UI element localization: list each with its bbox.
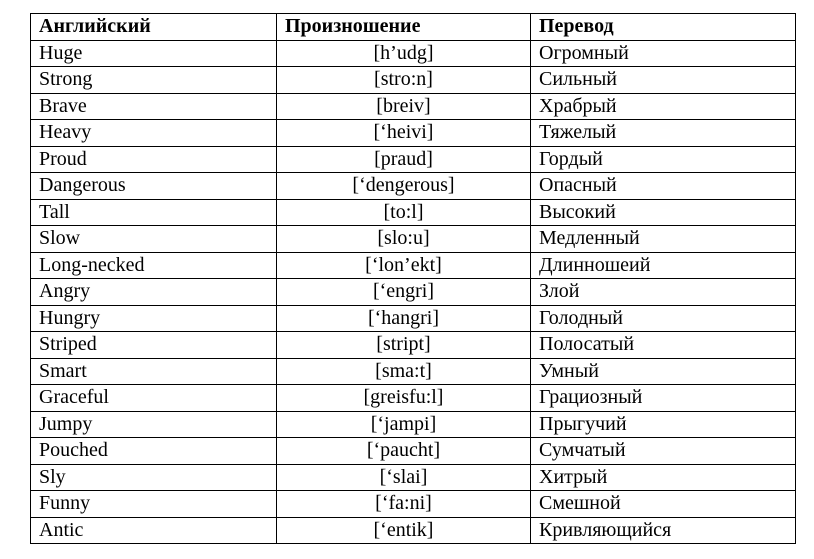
cell-english: Proud — [31, 146, 277, 173]
header-pronunciation: Произношение — [277, 14, 531, 41]
cell-english: Hungry — [31, 305, 277, 332]
cell-translation: Полосатый — [531, 332, 796, 359]
cell-english: Tall — [31, 199, 277, 226]
cell-pronunciation: [‘jampi] — [277, 411, 531, 438]
cell-english: Heavy — [31, 120, 277, 147]
table-body — [31, 40, 796, 544]
cell-pronunciation: [‘engri] — [277, 279, 531, 306]
cell-english: Brave — [31, 93, 277, 120]
cell-translation: Смешной — [531, 491, 796, 518]
cell-translation: Опасный — [531, 173, 796, 200]
table-row — [31, 120, 796, 147]
cell-translation: Высокий — [531, 199, 796, 226]
table-row — [31, 67, 796, 94]
cell-translation: Тяжелый — [531, 120, 796, 147]
table-row — [31, 332, 796, 359]
cell-translation: Огромный — [531, 40, 796, 67]
cell-pronunciation: [‘paucht] — [277, 438, 531, 465]
table-row — [31, 252, 796, 279]
table-row — [31, 464, 796, 491]
cell-pronunciation: [slo:u] — [277, 226, 531, 253]
cell-translation: Сумчатый — [531, 438, 796, 465]
table-row — [31, 226, 796, 253]
cell-pronunciation: [‘lon’ekt] — [277, 252, 531, 279]
cell-pronunciation: [stro:n] — [277, 67, 531, 94]
cell-english: Angry — [31, 279, 277, 306]
table-row — [31, 438, 796, 465]
table-header — [31, 14, 796, 41]
table-row — [31, 40, 796, 67]
vocabulary-table — [30, 13, 796, 544]
cell-english: Jumpy — [31, 411, 277, 438]
cell-translation: Гордый — [531, 146, 796, 173]
cell-translation: Длинношеий — [531, 252, 796, 279]
table-row — [31, 279, 796, 306]
cell-translation: Храбрый — [531, 93, 796, 120]
cell-english: Huge — [31, 40, 277, 67]
table-row — [31, 358, 796, 385]
cell-pronunciation: [‘entik] — [277, 517, 531, 544]
cell-pronunciation: [‘heivi] — [277, 120, 531, 147]
cell-pronunciation: [stript] — [277, 332, 531, 359]
cell-translation: Умный — [531, 358, 796, 385]
cell-pronunciation: [h’udg] — [277, 40, 531, 67]
cell-translation: Медленный — [531, 226, 796, 253]
cell-pronunciation: [‘hangri] — [277, 305, 531, 332]
cell-pronunciation: [greisfu:l] — [277, 385, 531, 412]
cell-pronunciation: [praud] — [277, 146, 531, 173]
cell-english: Striped — [31, 332, 277, 359]
cell-english: Sly — [31, 464, 277, 491]
cell-translation: Прыгучий — [531, 411, 796, 438]
table-row — [31, 305, 796, 332]
header-translation: Перевод — [531, 14, 796, 41]
table-row — [31, 385, 796, 412]
cell-pronunciation: [to:l] — [277, 199, 531, 226]
table-row — [31, 146, 796, 173]
cell-english: Dangerous — [31, 173, 277, 200]
table-row — [31, 491, 796, 518]
cell-english: Pouched — [31, 438, 277, 465]
table-row — [31, 517, 796, 544]
cell-pronunciation: [‘slai] — [277, 464, 531, 491]
cell-pronunciation: [breiv] — [277, 93, 531, 120]
cell-translation: Злой — [531, 279, 796, 306]
table-row — [31, 93, 796, 120]
cell-english: Funny — [31, 491, 277, 518]
cell-english: Slow — [31, 226, 277, 253]
cell-translation: Грациозный — [531, 385, 796, 412]
cell-english: Long-necked — [31, 252, 277, 279]
cell-english: Smart — [31, 358, 277, 385]
table-row — [31, 411, 796, 438]
cell-translation: Кривляющийся — [531, 517, 796, 544]
header-row — [31, 14, 796, 41]
header-english: Английский — [31, 14, 277, 41]
cell-translation: Сильный — [531, 67, 796, 94]
cell-english: Antic — [31, 517, 277, 544]
cell-pronunciation: [sma:t] — [277, 358, 531, 385]
cell-translation: Голодный — [531, 305, 796, 332]
cell-pronunciation: [‘fa:ni] — [277, 491, 531, 518]
table-row — [31, 199, 796, 226]
table-row — [31, 173, 796, 200]
cell-translation: Хитрый — [531, 464, 796, 491]
cell-english: Strong — [31, 67, 277, 94]
cell-english: Graceful — [31, 385, 277, 412]
cell-pronunciation: [‘dengerous] — [277, 173, 531, 200]
